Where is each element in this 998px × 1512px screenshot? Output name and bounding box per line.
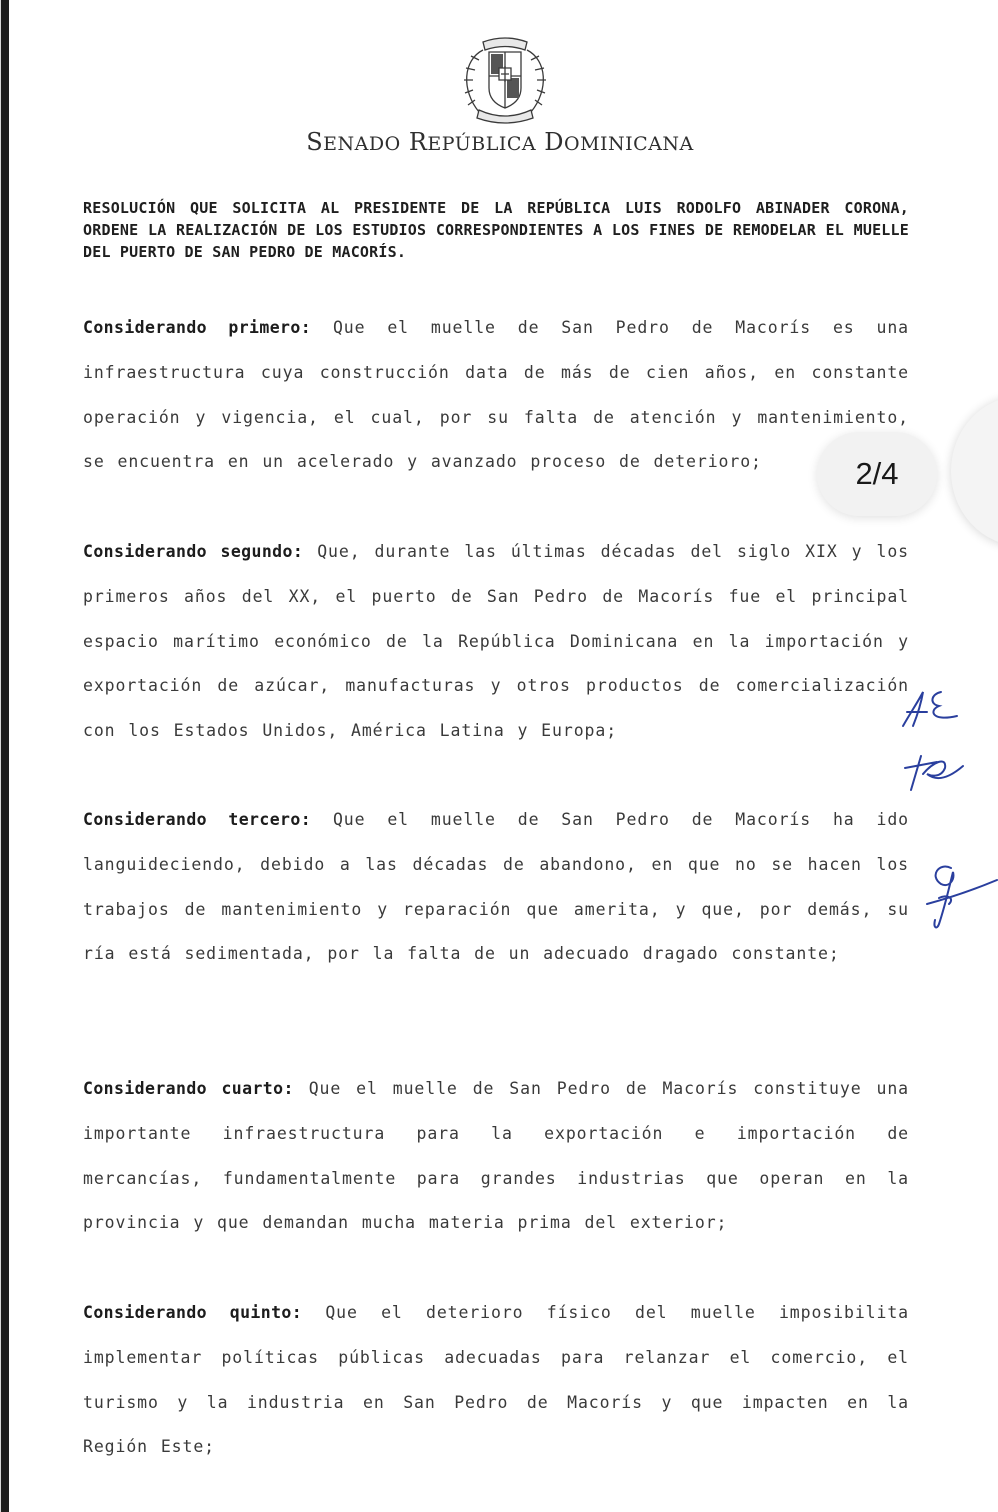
- coat-of-arms-icon: [453, 30, 557, 126]
- handwritten-initials-icon: [897, 682, 967, 802]
- handwritten-signature-icon: [919, 858, 998, 934]
- considerando-segundo: [83, 530, 909, 754]
- considerando-text: Que el deterioro físico del muelle imposibilita implementar políticas públicas adecuadas para relanzar el comercio, el turismo y la industria en San Pedro de Macorís y que impacten en la Región Este;: [83, 1303, 909, 1457]
- considerando-primero: [83, 306, 909, 485]
- scroll-handle[interactable]: [951, 396, 998, 546]
- considerando-text: Que, durante las últimas décadas del siglo XIX y los primeros años del XX, el puerto de San Pedro de Macorís fue el principal espacio marítimo económico de la República Dominicana en la importación y exportación de azúcar, manufacturas y otros productos de comercialización con los Estados Unidos, América Latina y Europa;: [83, 542, 910, 741]
- considerando-lead: Considerando primero:: [83, 318, 312, 337]
- senado-title: [1, 128, 998, 156]
- considerando-text: Que el muelle de San Pedro de Macorís constituye una importante infraestructura para la exportación e importación de mercancías, fundamentalmente para grandes industrias que operan en la provincia y que demandan mucha materia prima del exterior;: [83, 1079, 909, 1233]
- coat-of-arms-emblem: [453, 30, 557, 126]
- senado-word-2: REPÚBLICA: [408, 128, 537, 156]
- considerando-text: Que el muelle de San Pedro de Macorís ha ido languideciendo, debido a las décadas de abandono, en que no se hacen los trabajos de mantenimiento y reparación que amerita, y que, por demás, su ría está sedimentada, por la falta de un adecuado dragado constante;: [83, 810, 909, 964]
- considerando-quinto: [83, 1291, 909, 1470]
- senado-word-3: DOMINICANA: [544, 128, 694, 156]
- considerando-tercero: [83, 798, 909, 977]
- considerando-lead: Considerando tercero:: [83, 810, 312, 829]
- page-indicator: 2/4: [817, 432, 937, 516]
- considerando-lead: Considerando segundo:: [83, 542, 304, 561]
- considerando-lead: Considerando quinto:: [83, 1303, 303, 1322]
- considerando-text: Que el muelle de San Pedro de Macorís es una infraestructura cuya construcción data de más de cien años, en constante operación y vigencia, el cual, por su falta de atención y mantenimiento, se encuentra en un acelerado y avanzado proceso de deterioro;: [83, 318, 909, 472]
- considerando-cuarto: [83, 1067, 909, 1246]
- senado-word-1: SENADO: [306, 128, 401, 156]
- considerando-lead: Considerando cuarto:: [83, 1079, 294, 1098]
- resolution-title: RESOLUCIÓN QUE SOLICITA AL PRESIDENTE DE LA REPÚBLICA LUIS RODOLFO ABINADER CORONA, ORDENE LA REALIZACIÓN DE LOS ESTUDIOS CORRESPONDIENTES A LOS FINES DE REMODELAR EL MUELLE DEL PUERTO DE SAN PEDRO DE MACORÍS.: [83, 199, 909, 261]
